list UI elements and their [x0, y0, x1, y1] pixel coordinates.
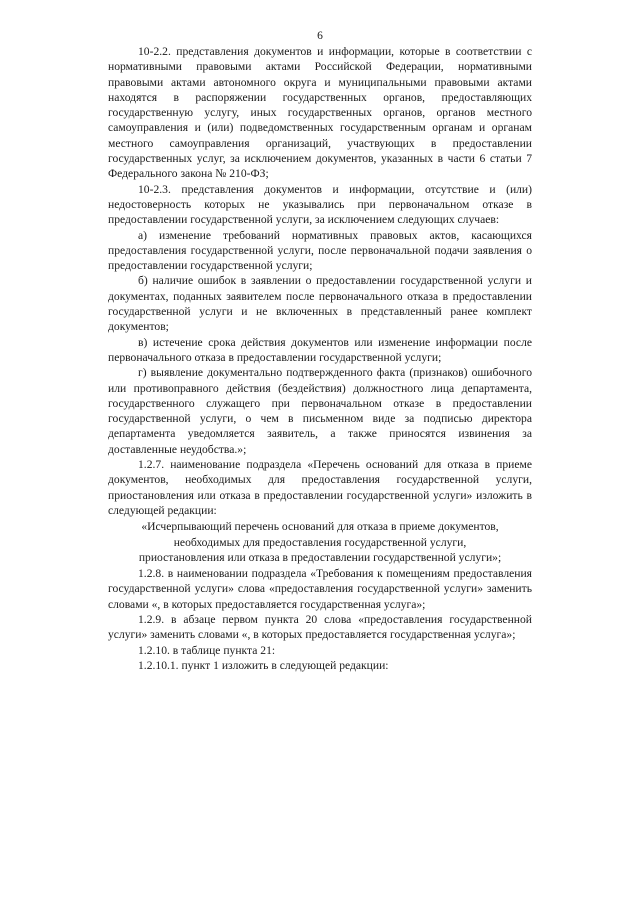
paragraph-item-b: б) наличие ошибок в заявлении о предоставлении государственной услуги и документах, поданных заявителем после первоначального отказа в предоставлении государственной услуги и не включенных в представленный ранее комплект документов;	[108, 274, 532, 334]
paragraph-1-2-10-1: 1.2.10.1. пункт 1 изложить в следующей редакции:	[138, 658, 389, 672]
document-body	[108, 44, 532, 673]
paragraph-1-2-9: 1.2.9. в абзаце первом пункта 20 слова «предоставления государственной услуги» заменить словами «, в которых предоставляется государственная услуга»;	[108, 612, 532, 642]
paragraph-1-2-7: 1.2.7. наименование подраздела «Перечень оснований для отказа в приеме документов, необходимых для предоставления государственной услуги, приостановления или отказа в предоставлении государственной услуги» изложить в следующей редакции:	[108, 458, 532, 517]
paragraph-item-g: г) выявление документально подтвержденного факта (признаков) ошибочного или противоправного действия (бездействия) должностного лица департамента, государственного служащего при первоначальном отказе в предоставлении государственной услуги, о чем в письменном виде за подписью директора департамента уведомляется заявитель, а также приносятся извинения за доставленные неудобства.»;	[108, 366, 532, 456]
paragraph-item-a: а) изменение требований нормативных правовых актов, касающихся предоставления государственной услуги, после первоначальной подачи заявления о предоставлении государственной услуги;	[108, 228, 532, 273]
paragraph-item-v: в) истечение срока действия документов или изменение информации после первоначального отказа в предоставлении государственной услуги;	[108, 335, 532, 364]
paragraph-1-2-8: 1.2.8. в наименовании подраздела «Требования к помещениям предоставления государственной услуги» слова «предоставления государственной услуги» заменить словами «, в которых предоставляется государственная услуга»;	[108, 567, 532, 611]
paragraph-10-2-2: 10-2.2. представления документов и информации, которые в соответствии с нормативными правовыми актами Российской Федерации, нормативными правовыми актами автономного округа и муниципальными правовыми актами находятся в распоряжении государственных органов, предоставляющих государственную услугу, иных государственных органов, органов местного самоуправления и (или) подведомственных государственным органам и органам местного самоуправления организаций, участвующих в предоставлении государственных услуг, за исключением документов, указанных в части 6 статьи 7 Федерального закона № 210-ФЗ;	[108, 45, 532, 181]
paragraph-1-2-10: 1.2.10. в таблице пункта 21:	[138, 643, 276, 657]
page-number: 6	[317, 30, 323, 42]
centered-heading: «Исчерпывающий перечень оснований для отказа в приеме документов, необходимых для предоставления государственной услуги, приостановления или отказа в предоставлении государственной услуги»;	[138, 520, 502, 564]
paragraph-10-2-3: 10-2.3. представления документов и информации, отсутствие и (или) недостоверность которых не указывались при первоначальном отказе в предоставлении государственной услуги, за исключением следующих случаев:	[108, 182, 532, 227]
